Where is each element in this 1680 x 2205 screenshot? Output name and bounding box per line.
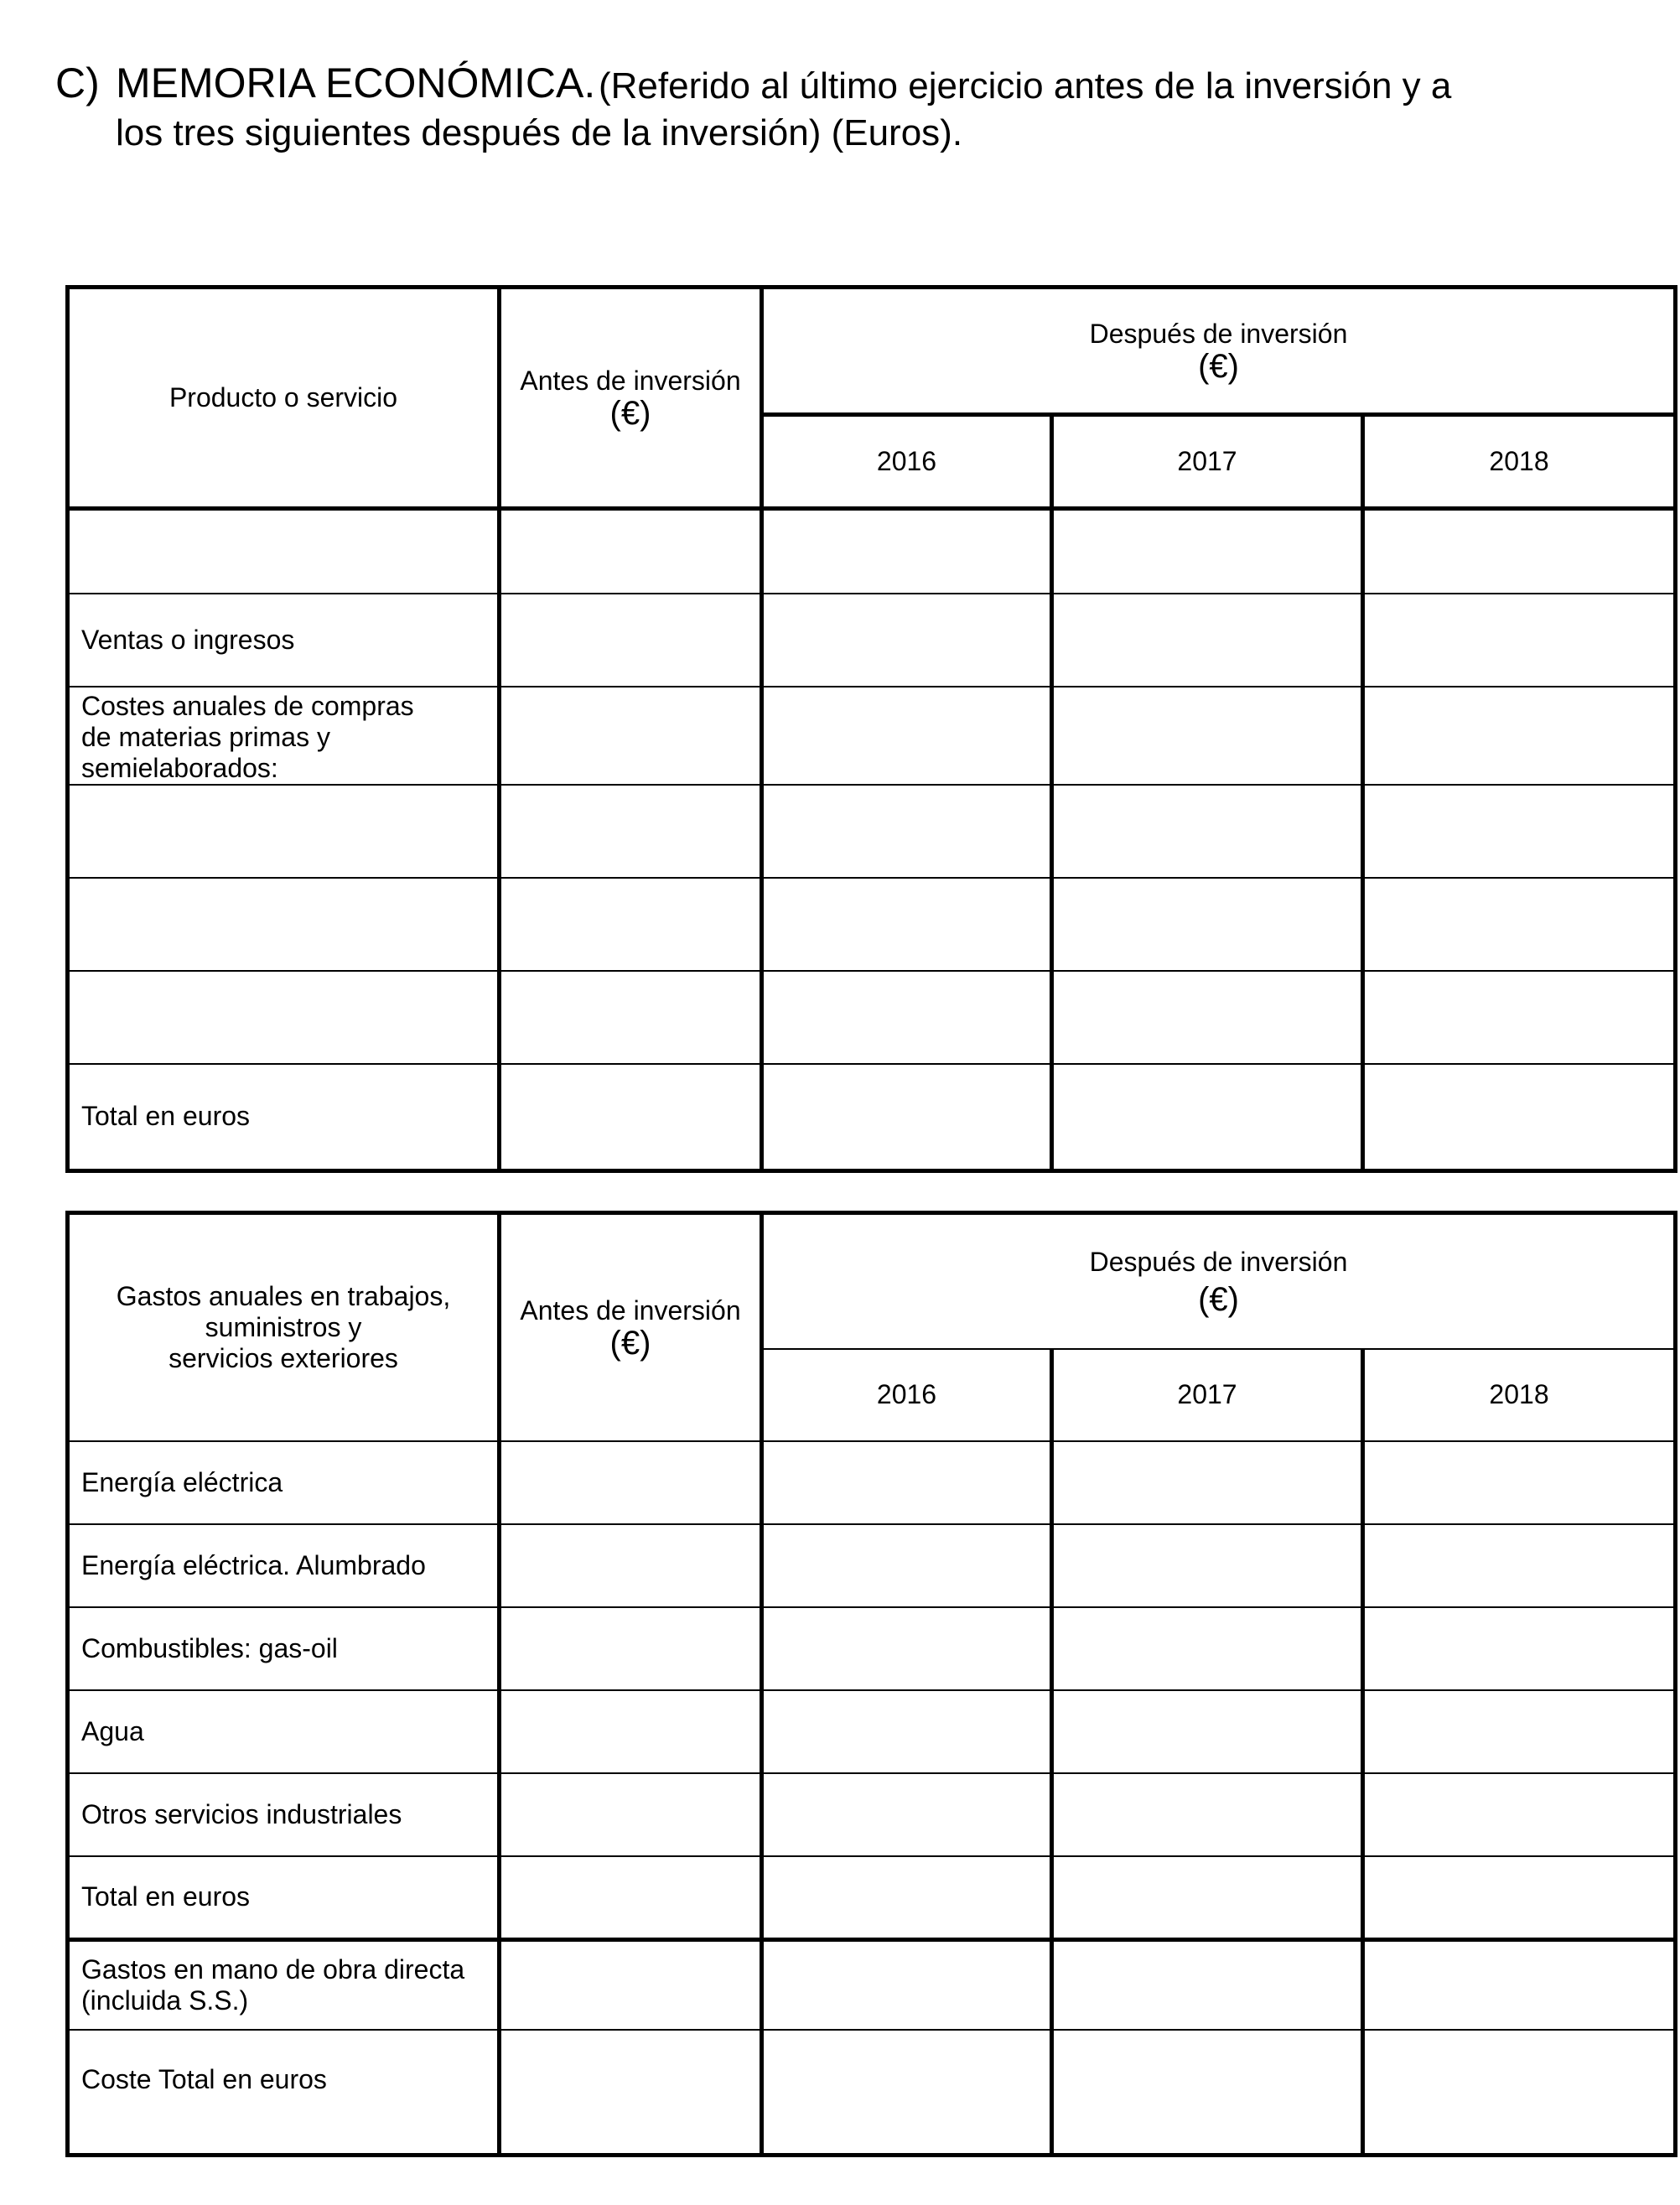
row-label bbox=[68, 878, 500, 971]
cell-2018[interactable] bbox=[1363, 1441, 1676, 1524]
table-row bbox=[68, 1524, 1676, 1607]
cell-2018[interactable] bbox=[1363, 687, 1676, 785]
cell-2018[interactable] bbox=[1363, 1690, 1676, 1773]
header-before-unit: (€) bbox=[609, 395, 651, 432]
cell-2016[interactable] bbox=[762, 1441, 1052, 1524]
cell-before[interactable] bbox=[500, 1607, 762, 1690]
cell-before[interactable] bbox=[500, 785, 762, 878]
header-expenses-line-3: servicios exteriores bbox=[169, 1342, 398, 1373]
cell-2018[interactable] bbox=[1363, 785, 1676, 878]
table-row bbox=[68, 687, 1676, 785]
row-label-ventas: Ventas o ingresos bbox=[68, 594, 500, 687]
row-label-total-cost: Coste Total en euros bbox=[68, 2030, 500, 2156]
cell-before[interactable] bbox=[500, 1690, 762, 1773]
cell-2017[interactable] bbox=[1052, 1690, 1363, 1773]
costes-line-3: semielaborados: bbox=[81, 752, 278, 783]
cell-2018[interactable] bbox=[1363, 1940, 1676, 2030]
cell-2018[interactable] bbox=[1363, 971, 1676, 1064]
header-before-label: Antes de inversión bbox=[520, 366, 741, 396]
cell-2016[interactable] bbox=[762, 1607, 1052, 1690]
cell-before[interactable] bbox=[500, 594, 762, 687]
row-label bbox=[68, 785, 500, 878]
table-row bbox=[68, 878, 1676, 971]
cell-2018[interactable] bbox=[1363, 2030, 1676, 2156]
costes-line-2: de materias primas y bbox=[81, 721, 330, 752]
cell-before[interactable] bbox=[500, 1773, 762, 1856]
cell-2016[interactable] bbox=[762, 687, 1052, 785]
row-label-agua: Agua bbox=[68, 1690, 500, 1773]
cell-before[interactable] bbox=[500, 687, 762, 785]
row-label-otros: Otros servicios industriales bbox=[68, 1773, 500, 1856]
section-description: (Referido al último ejercicio antes de la inversión y a bbox=[599, 65, 1452, 106]
cell-2017[interactable] bbox=[1052, 1441, 1363, 1524]
header-after-unit: (€) bbox=[1198, 1280, 1239, 1318]
row-label-costes bbox=[68, 687, 500, 785]
table-row bbox=[68, 1773, 1676, 1856]
products-table bbox=[65, 285, 1677, 1173]
cell-2016[interactable] bbox=[762, 2030, 1052, 2156]
table-row bbox=[68, 594, 1676, 687]
header-year-2016: 2016 bbox=[762, 415, 1052, 509]
row-label-labor bbox=[68, 1940, 500, 2030]
row-label-total: Total en euros bbox=[68, 1856, 500, 1940]
header-after-label: Después de inversión bbox=[1089, 1246, 1348, 1277]
cell-2017[interactable] bbox=[1052, 1940, 1363, 2030]
cell-2018[interactable] bbox=[1363, 1773, 1676, 1856]
cell-before[interactable] bbox=[500, 1856, 762, 1940]
cell-before[interactable] bbox=[500, 1524, 762, 1607]
cell-2016[interactable] bbox=[762, 785, 1052, 878]
header-after-investment bbox=[762, 288, 1676, 415]
cell-2016[interactable] bbox=[762, 878, 1052, 971]
cell-before[interactable] bbox=[500, 878, 762, 971]
row-label-energia: Energía eléctrica bbox=[68, 1441, 500, 1524]
cell-2017[interactable] bbox=[1052, 878, 1363, 971]
row-label-alumbrado: Energía eléctrica. Alumbrado bbox=[68, 1524, 500, 1607]
cell-before[interactable] bbox=[500, 1064, 762, 1171]
cell-2016[interactable] bbox=[762, 1940, 1052, 2030]
table-row bbox=[68, 1690, 1676, 1773]
cell-2016[interactable] bbox=[762, 594, 1052, 687]
cell-2017[interactable] bbox=[1052, 594, 1363, 687]
header-after-investment bbox=[762, 1213, 1676, 1349]
section-description-line-2: los tres siguientes después de la inversión) (Euros). bbox=[116, 112, 963, 153]
header-expenses-line-1: Gastos anuales en trabajos, bbox=[116, 1280, 451, 1311]
cell-2016[interactable] bbox=[762, 1524, 1052, 1607]
cell-2017[interactable] bbox=[1052, 1064, 1363, 1171]
cell-2017[interactable] bbox=[1052, 1607, 1363, 1690]
cell-2018[interactable] bbox=[1363, 594, 1676, 687]
cell-before[interactable] bbox=[500, 971, 762, 1064]
cell-2016[interactable] bbox=[762, 1064, 1052, 1171]
cell-2018[interactable] bbox=[1363, 878, 1676, 971]
table-row-total bbox=[68, 1856, 1676, 1940]
header-before-unit: (€) bbox=[609, 1324, 651, 1362]
table-row bbox=[68, 509, 1676, 594]
header-year-2017: 2017 bbox=[1052, 1349, 1363, 1441]
section-letter: C) bbox=[55, 60, 100, 106]
table-row-total bbox=[68, 1064, 1676, 1171]
cell-2016[interactable] bbox=[762, 509, 1052, 594]
header-year-2016: 2016 bbox=[762, 1349, 1052, 1441]
cell-2017[interactable] bbox=[1052, 687, 1363, 785]
cell-2018[interactable] bbox=[1363, 1064, 1676, 1171]
header-product-label: Producto o servicio bbox=[169, 382, 398, 412]
cell-2017[interactable] bbox=[1052, 785, 1363, 878]
cell-2018[interactable] bbox=[1363, 1524, 1676, 1607]
cell-2017[interactable] bbox=[1052, 1524, 1363, 1607]
table-row bbox=[68, 1607, 1676, 1690]
cell-2017[interactable] bbox=[1052, 1773, 1363, 1856]
header-before-investment bbox=[500, 288, 762, 509]
cell-2016[interactable] bbox=[762, 971, 1052, 1064]
header-before-investment bbox=[500, 1213, 762, 1441]
header-year-2017: 2017 bbox=[1052, 415, 1363, 509]
section-heading: MEMORIA ECONÓMICA. bbox=[116, 60, 596, 106]
header-after-unit: (€) bbox=[1198, 348, 1239, 385]
header-product bbox=[68, 288, 500, 509]
cell-before[interactable] bbox=[500, 1441, 762, 1524]
header-before-label: Antes de inversión bbox=[520, 1294, 741, 1326]
table-row bbox=[68, 785, 1676, 878]
costes-line-1: Costes anuales de compras bbox=[81, 690, 414, 721]
cell-2017[interactable] bbox=[1052, 971, 1363, 1064]
expenses-table bbox=[65, 1211, 1677, 2157]
header-expenses bbox=[68, 1213, 500, 1441]
cell-2017[interactable] bbox=[1052, 2030, 1363, 2156]
labor-line-2: (incluida S.S.) bbox=[81, 1984, 249, 2016]
cell-2017[interactable] bbox=[1052, 1856, 1363, 1940]
cell-2016[interactable] bbox=[762, 1856, 1052, 1940]
row-label bbox=[68, 971, 500, 1064]
cell-2018[interactable] bbox=[1363, 509, 1676, 594]
cell-2016[interactable] bbox=[762, 1773, 1052, 1856]
header-year-2018: 2018 bbox=[1363, 415, 1676, 509]
cell-before[interactable] bbox=[500, 509, 762, 594]
header-after-label: Después de inversión bbox=[1089, 319, 1348, 349]
table-row-total-cost bbox=[68, 2030, 1676, 2156]
row-label-total: Total en euros bbox=[68, 1064, 500, 1171]
cell-2016[interactable] bbox=[762, 1690, 1052, 1773]
table-row bbox=[68, 1441, 1676, 1524]
header-expenses-line-2: suministros y bbox=[205, 1311, 362, 1342]
table-row-labor bbox=[68, 1940, 1676, 2030]
cell-2018[interactable] bbox=[1363, 1856, 1676, 1940]
labor-line-1: Gastos en mano de obra directa bbox=[81, 1953, 465, 1984]
cell-before[interactable] bbox=[500, 1940, 762, 2030]
cell-2017[interactable] bbox=[1052, 509, 1363, 594]
cell-before[interactable] bbox=[500, 2030, 762, 2156]
table-row bbox=[68, 971, 1676, 1064]
row-label-combustibles: Combustibles: gas-oil bbox=[68, 1607, 500, 1690]
header-year-2018: 2018 bbox=[1363, 1349, 1676, 1441]
cell-2018[interactable] bbox=[1363, 1607, 1676, 1690]
row-label bbox=[68, 509, 500, 594]
